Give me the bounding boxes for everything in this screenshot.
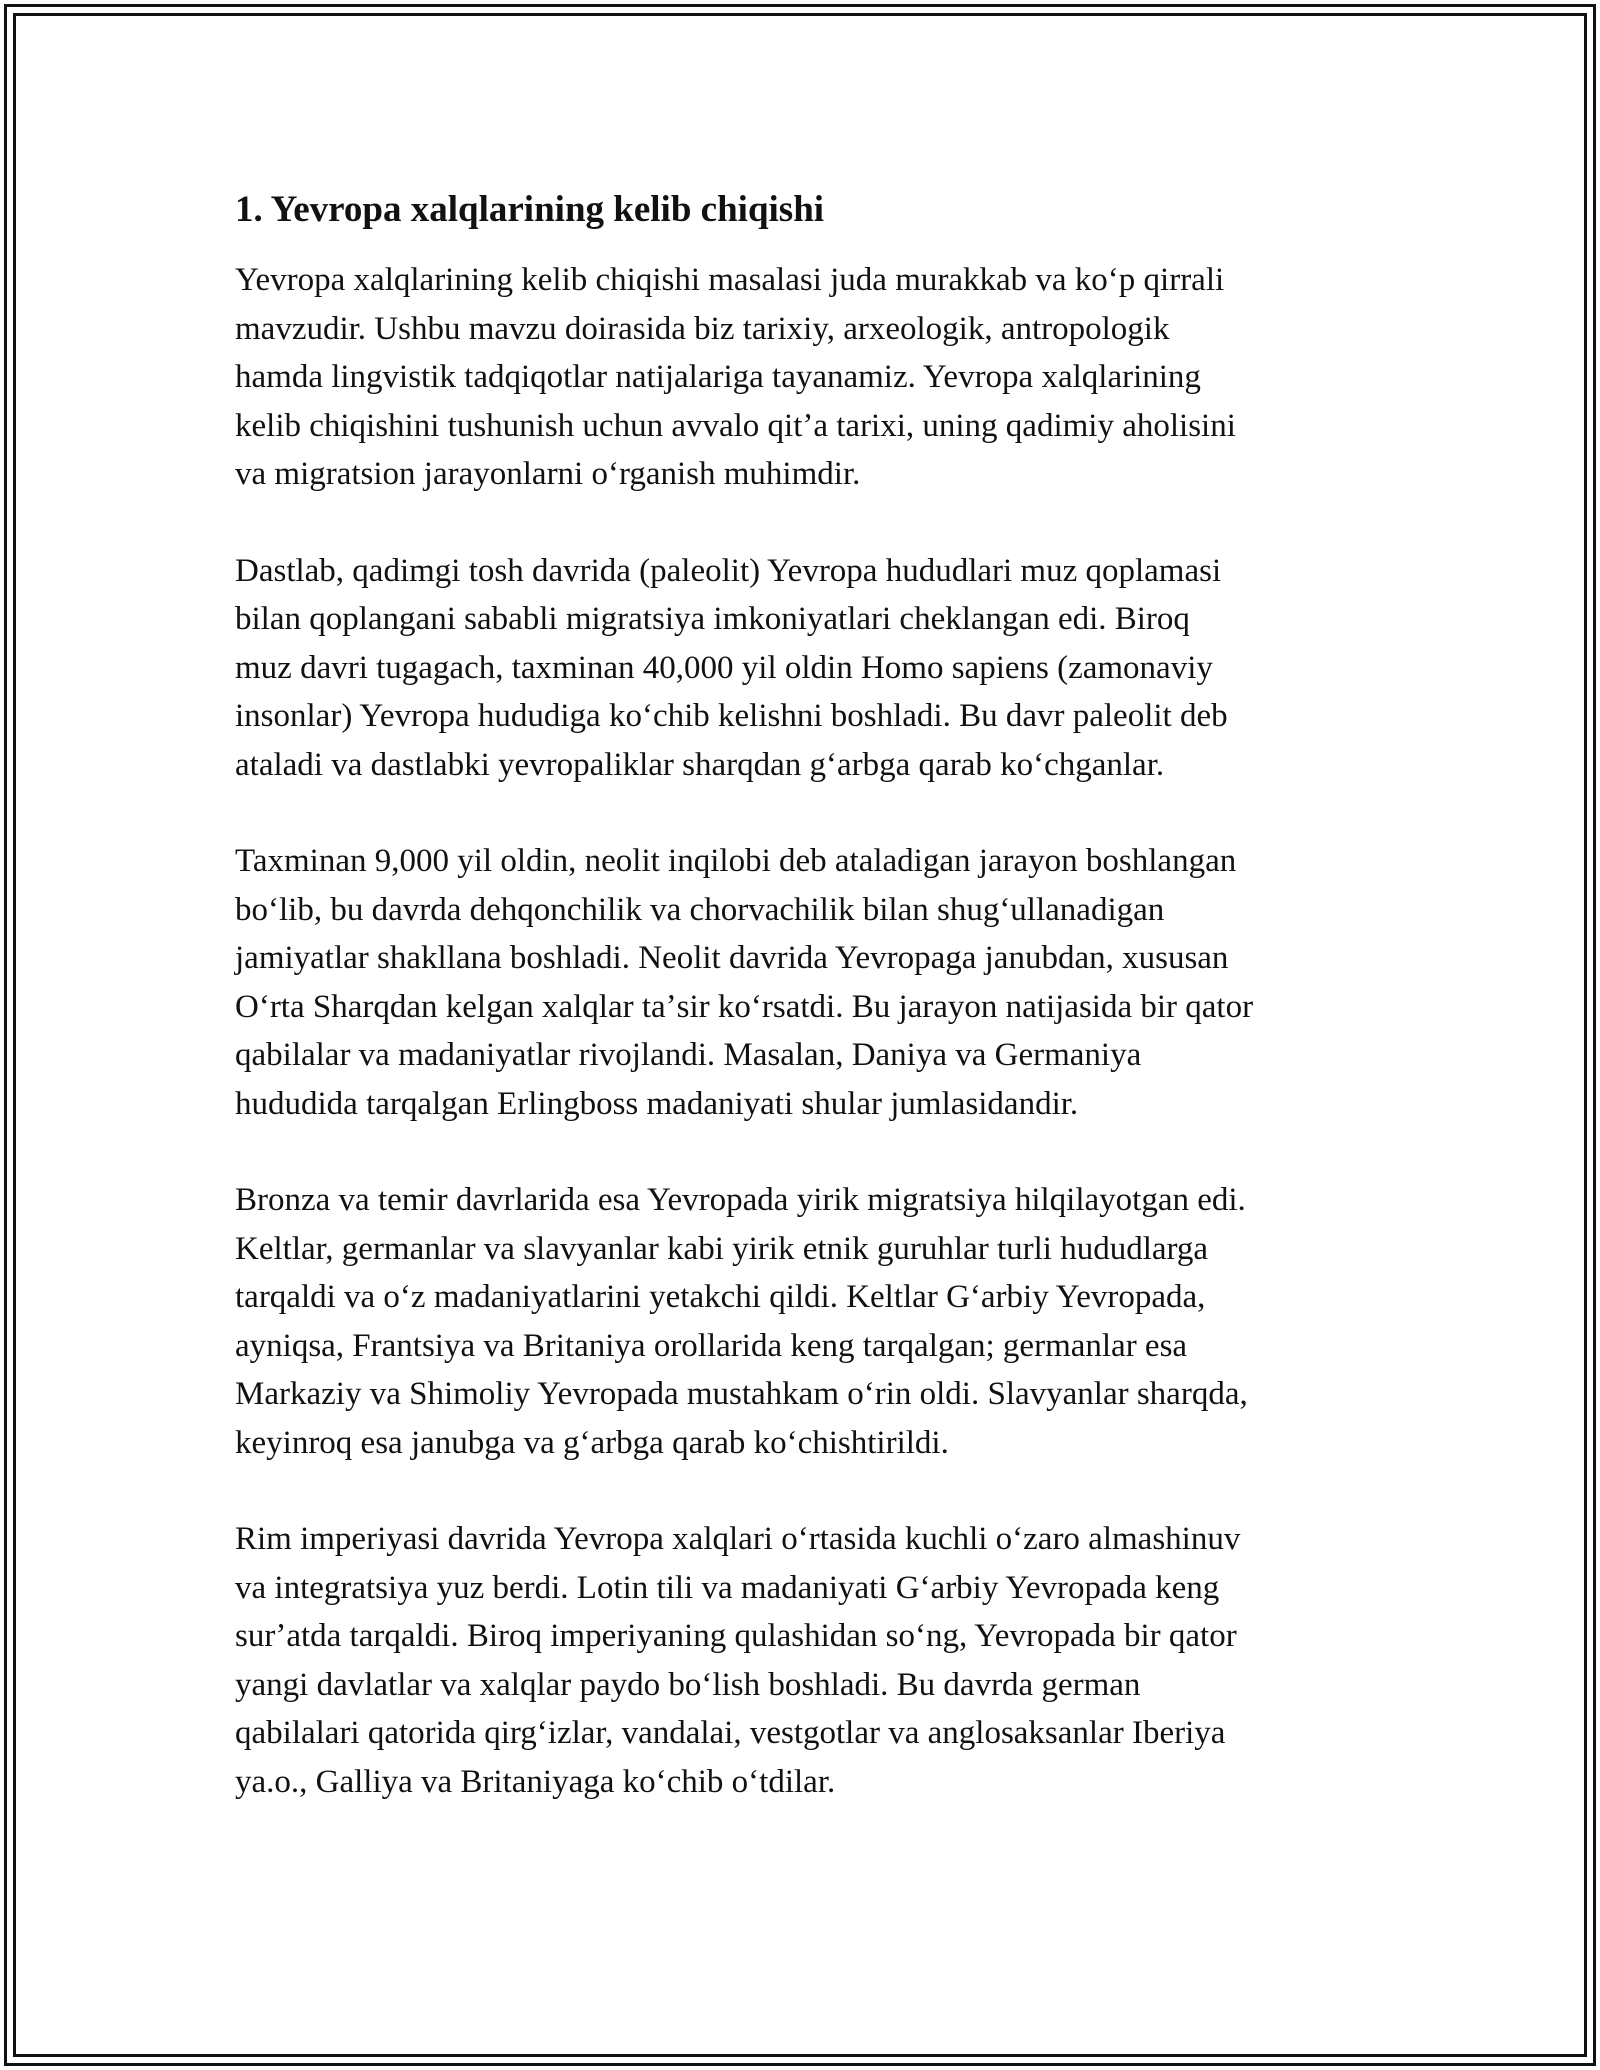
text-line: yangi davlatlar va xalqlar paydo boʻlish boshladi. Bu davrda german xyxy=(235,1666,1141,1703)
text-line: bilan qoplangani sababli migratsiya imkoniyatlari cheklangan edi. Biroq xyxy=(235,601,1190,637)
text-line: qabilalari qatorida qirgʻizlar, vandalai, vestgotlar va anglosaksanlar Iberiya xyxy=(235,1715,1226,1751)
text-line: muz davri tugagach, taxminan 40,000 yil oldin Homo sapiens (zamonaviy xyxy=(235,649,1213,686)
document-body xyxy=(235,186,1375,1854)
paragraph-4 xyxy=(235,1176,1375,1467)
text-line: hududida tarqalgan Erlingboss madaniyati shular jumlasidandir. xyxy=(235,1085,1079,1122)
text-line: Yevropa xalqlarining kelib chiqishi masalasi juda murakkab va koʻp qirrali xyxy=(235,262,1225,298)
section-heading: 1. Yevropa xalqlarining kelib chiqishi xyxy=(235,189,825,230)
text-line: qabilalar va madaniyatlar rivojlandi. Masalan, Daniya va Germaniya xyxy=(235,1037,1142,1073)
text-line: Taxminan 9,000 yil oldin, neolit inqilobi deb ataladigan jarayon boshlangan xyxy=(235,843,1237,879)
text-line: mavzudir. Ushbu mavzu doirasida biz tarixiy, arxeologik, antropologik xyxy=(235,310,1170,347)
text-line: surʼatda tarqaldi. Biroq imperiyaning qulashidan soʻng, Yevropada bir qator xyxy=(235,1618,1237,1654)
text-line: Oʻrta Sharqdan kelgan xalqlar taʼsir koʻrsatdi. Bu jarayon natijasida bir qator xyxy=(235,988,1254,1025)
text-line: tarqaldi va oʻz madaniyatlarini yetakchi qildi. Keltlar Gʻarbiy Yevropada, xyxy=(235,1279,1206,1315)
text-line: insonlar) Yevropa hududiga koʻchib kelishni boshladi. Bu davr paleolit deb xyxy=(235,698,1228,734)
paragraph-1 xyxy=(235,256,1375,499)
text-line: keyinroq esa janubga va gʻarbga qarab koʻchishtirildi. xyxy=(235,1424,949,1461)
text-line: ya.o., Galliya va Britaniyaga koʻchib oʻtdilar. xyxy=(235,1763,836,1800)
text-line: Bronza va temir davrlarida esa Yevropada yirik migratsiya hilqilayotgan edi. xyxy=(235,1182,1246,1218)
paragraph-5 xyxy=(235,1515,1375,1806)
text-line: jamiyatlar shakllana boshladi. Neolit davrida Yevropaga janubdan, xususan xyxy=(235,940,1229,976)
text-line: Rim imperiyasi davrida Yevropa xalqlari oʻrtasida kuchli oʻzaro almashinuv xyxy=(235,1521,1241,1557)
text-line: va integratsiya yuz berdi. Lotin tili va madaniyati Gʻarbiy Yevropada keng xyxy=(235,1569,1220,1606)
text-line: ataladi va dastlabki yevropaliklar sharqdan gʻarbga qarab koʻchganlar. xyxy=(235,746,1165,783)
paragraph-3 xyxy=(235,837,1375,1128)
text-line: hamda lingvistik tadqiqotlar natijalariga tayanamiz. Yevropa xalqlarining xyxy=(235,359,1201,395)
text-line: boʻlib, bu davrda dehqonchilik va chorvachilik bilan shugʻullanadigan xyxy=(235,891,1165,928)
text-line: Keltlar, germanlar va slavyanlar kabi yirik etnik guruhlar turli hududlarga xyxy=(235,1230,1209,1267)
text-line: va migratsion jarayonlarni oʻrganish muhimdir. xyxy=(235,456,861,492)
text-line: Dastlab, qadimgi tosh davrida (paleolit) Yevropa hududlari muz qoplamasi xyxy=(235,552,1222,589)
paragraph-2 xyxy=(235,547,1375,790)
text-line: Markaziy va Shimoliy Yevropada mustahkam oʻrin oldi. Slavyanlar sharqda, xyxy=(235,1376,1248,1412)
text-line: ayniqsa, Frantsiya va Britaniya orollarida keng tarqalgan; germanlar esa xyxy=(235,1327,1188,1364)
text-line: kelib chiqishini tushunish uchun avvalo qitʼa tarixi, uning qadimiy aholisini xyxy=(235,407,1236,444)
